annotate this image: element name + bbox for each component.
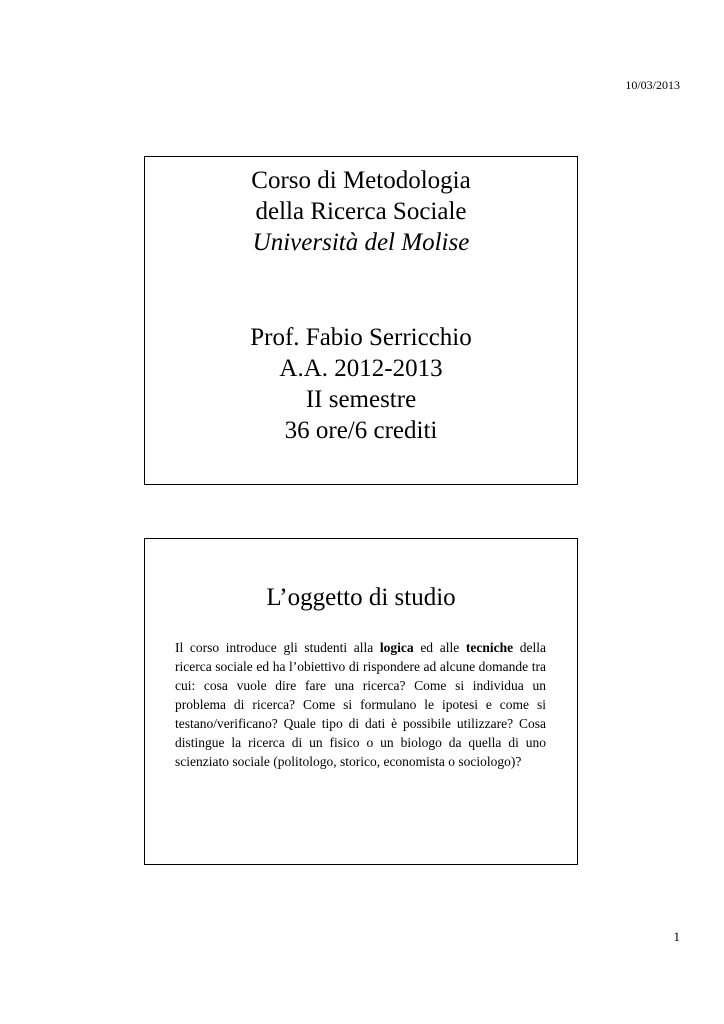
slide-body-text [175, 638, 546, 771]
body-text-part3: della ricerca sociale ed ha l’obiettivo di rispondere ad alcune domande tra cui: cosa vuole dire fare una ricerca? Come si individua un problema di ricerca? Come si formulano le ipotesi e come si testano/verificano? Quale tipo di dati è possibile utilizzare? Cosa distingue la ricerca di un fisico o un biologo da quella di uno scienziato sociale (politologo, storico, economista o sociologo)? [175, 640, 546, 769]
body-text-part1: Il corso introduce gli studenti alla [175, 640, 380, 655]
body-bold-tecniche: tecniche [465, 640, 514, 655]
academic-year: A.A. 2012-2013 [279, 355, 443, 382]
slide-course-title [144, 156, 578, 485]
course-title-line1: Corso di Metodologia [251, 167, 471, 194]
body-text-part2: ed alle [413, 640, 466, 655]
slide-study-object [144, 538, 578, 865]
course-title-line2: della Ricerca Sociale [255, 198, 467, 225]
slide-title: L’oggetto di studio [266, 584, 456, 611]
page-number: 1 [673, 929, 680, 944]
professor-name: Prof. Fabio Serricchio [250, 324, 472, 351]
course-title-block [145, 165, 577, 258]
hours-credits: 36 ore/6 crediti [284, 417, 438, 444]
semester: II semestre [305, 386, 417, 413]
university-name: Università del Molise [252, 229, 470, 256]
header-date: 10/03/2013 [625, 78, 680, 92]
body-bold-logica: logica [379, 640, 414, 655]
course-info-block [145, 322, 577, 446]
